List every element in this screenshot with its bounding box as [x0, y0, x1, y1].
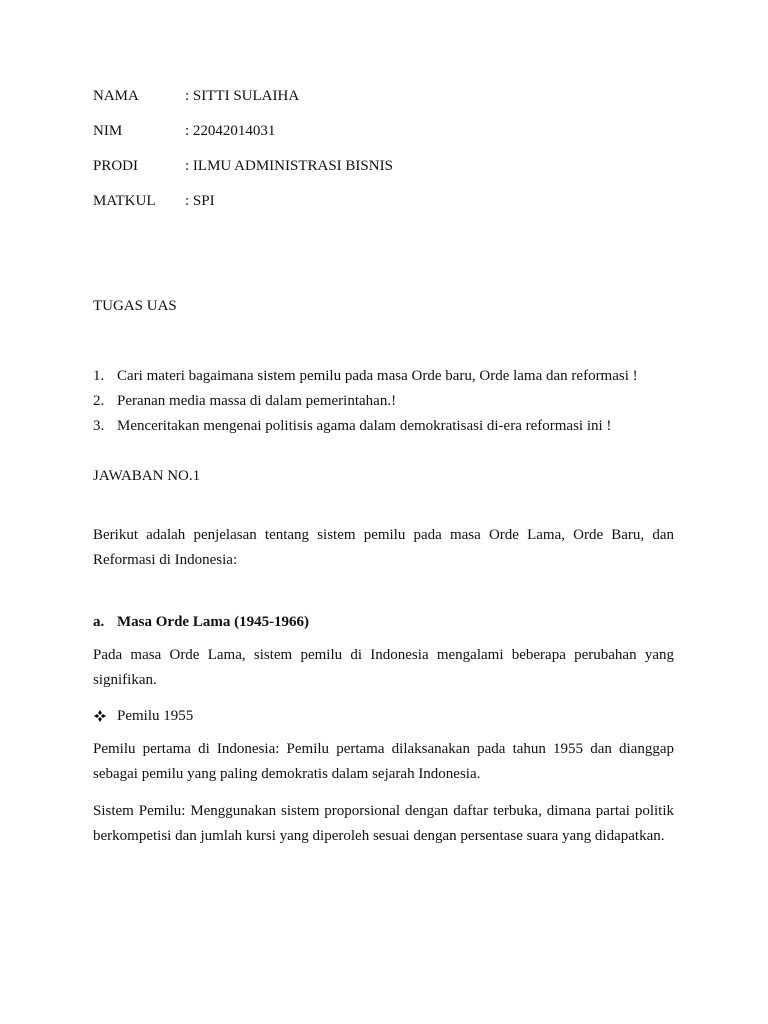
- pemilu-pertama-paragraph: Pemilu pertama di Indonesia: Pemilu pertama dilaksanakan pada tahun 1955 dan dianggap sebagai pemilu yang paling demokratis dalam sejarah Indonesia.: [93, 741, 674, 782]
- tugas-title: TUGAS UAS: [93, 298, 177, 314]
- question-text: Menceritakan mengenai politisis agama dalam demokratisasi di-era reformasi ini !: [117, 418, 612, 434]
- matkul-label: MATKUL: [93, 193, 156, 209]
- prodi-label: PRODI: [93, 158, 139, 174]
- nim-label: NIM: [93, 123, 123, 139]
- bullet-pemilu-1955: Pemilu 1955: [117, 708, 194, 724]
- question-number: 1.: [93, 368, 105, 384]
- matkul-value: : SPI: [185, 193, 215, 209]
- diamond-bullet-icon: [93, 709, 107, 723]
- sistem-pemilu-paragraph: Sistem Pemilu: Menggunakan sistem proporsional dengan daftar terbuka, dimana partai politik berkompetisi dan jumlah kursi yang diperoleh sesuai dengan persentase suara yang didapatkan.: [93, 803, 674, 844]
- question-text: Peranan media massa di dalam pemerintahan.!: [117, 393, 397, 409]
- question-text: Cari materi bagaimana sistem pemilu pada masa Orde baru, Orde lama dan reformasi !: [117, 368, 638, 384]
- question-number: 2.: [93, 393, 105, 409]
- section-heading: Masa Orde Lama (1945-1966): [117, 614, 310, 630]
- nama-value: : SITTI SULAIHA: [185, 88, 300, 104]
- jawaban-title: JAWABAN NO.1: [93, 468, 201, 484]
- prodi-value: : ILMU ADMINISTRASI BISNIS: [185, 158, 393, 174]
- nama-label: NAMA: [93, 88, 139, 104]
- question-number: 3.: [93, 418, 105, 434]
- section-letter: a.: [93, 614, 105, 630]
- nim-value: : 22042014031: [185, 123, 276, 139]
- intro-paragraph: Berikut adalah penjelasan tentang sistem pemilu pada masa Orde Lama, Orde Baru, dan Reformasi di Indonesia:: [93, 527, 674, 568]
- orde-lama-paragraph: Pada masa Orde Lama, sistem pemilu di Indonesia mengalami beberapa perubahan yang signifikan.: [93, 647, 674, 688]
